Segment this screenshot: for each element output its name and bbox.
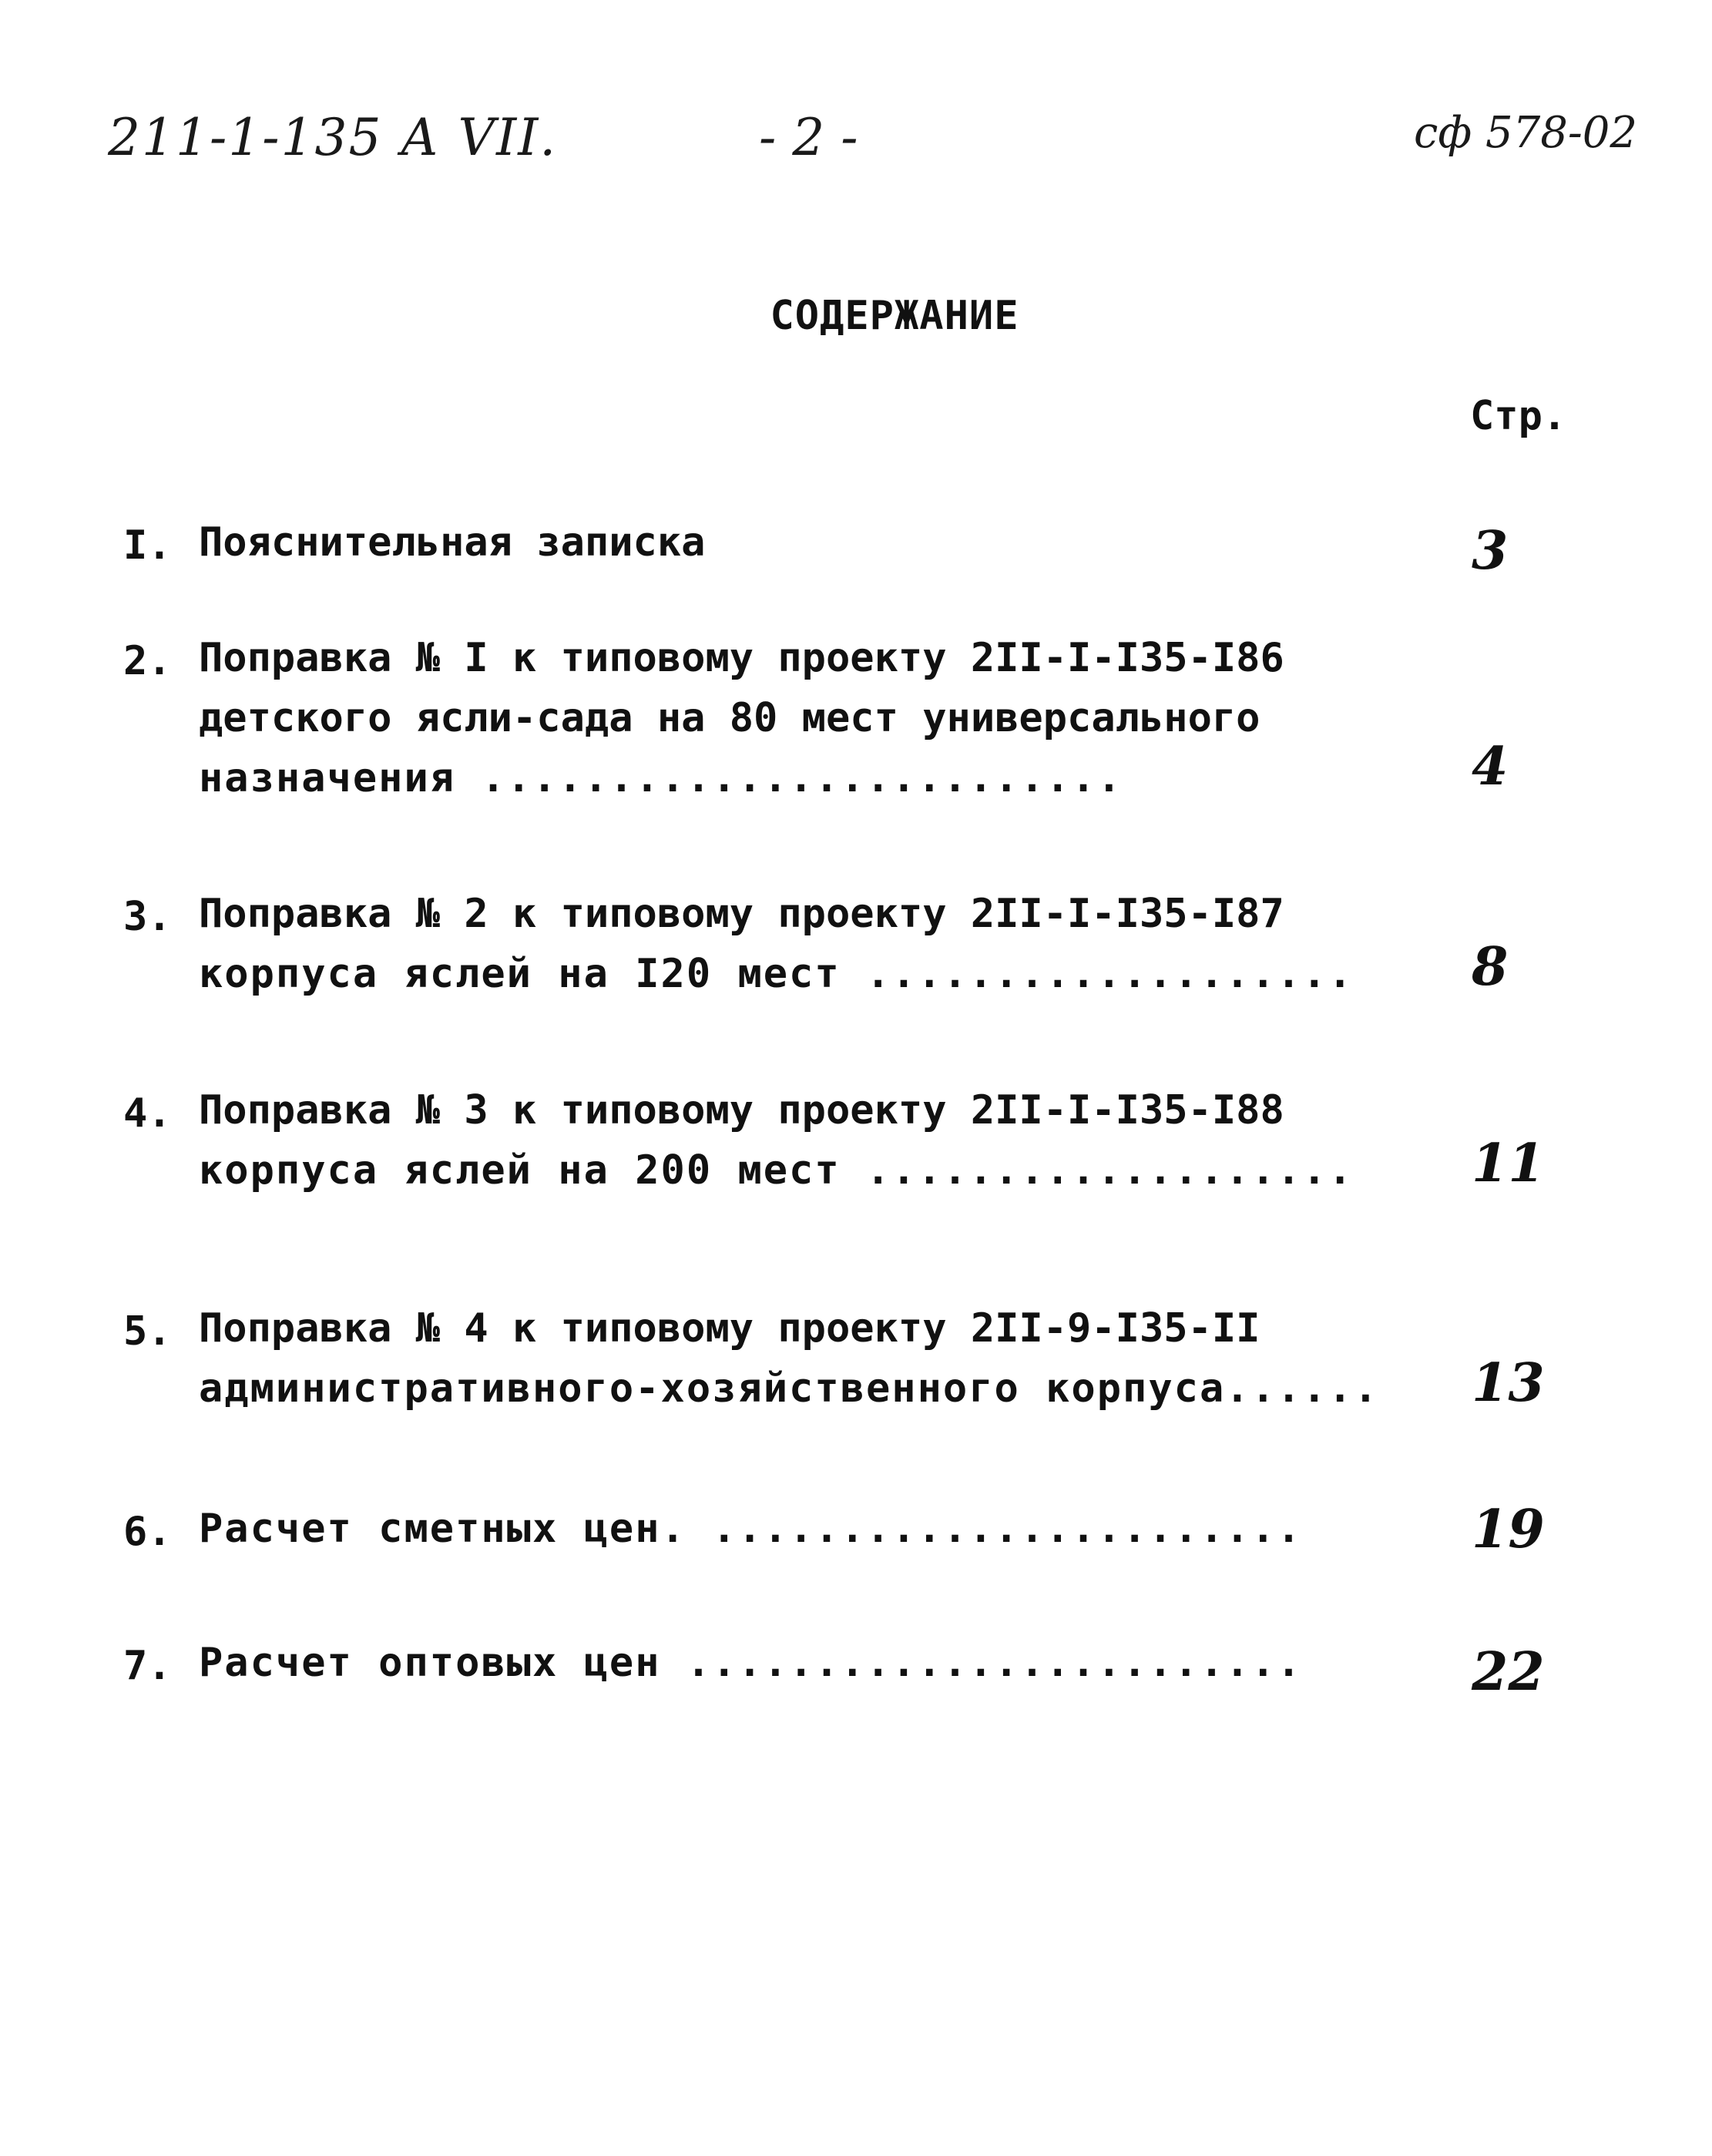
entry-number: 4. bbox=[123, 1090, 172, 1137]
entry-text: Расчет сметных цен. ....................... bbox=[199, 1506, 1303, 1552]
toc-title: СОДЕРЖАНИЕ bbox=[770, 293, 1019, 339]
entry-number: 3. bbox=[123, 894, 172, 940]
entry-text: Расчет оптовых цен ........................ bbox=[199, 1640, 1303, 1686]
entry-text: корпуса яслей на I20 мест ................... bbox=[199, 951, 1354, 997]
entry-text: Поправка № 3 к типовому проекту 2II-I-I35-I88 bbox=[199, 1087, 1284, 1133]
entry-number: 7. bbox=[123, 1643, 172, 1689]
entry-number: 6. bbox=[123, 1509, 172, 1555]
entry-page: 13 bbox=[1472, 1352, 1545, 1414]
entry-number: I. bbox=[123, 522, 172, 569]
entry-number: 5. bbox=[123, 1308, 172, 1355]
archive-stamp: сф 578-02 bbox=[1414, 108, 1638, 158]
entry-page: 8 bbox=[1472, 936, 1509, 998]
entry-number: 2. bbox=[123, 638, 172, 684]
page-column-heading: Стр. bbox=[1470, 393, 1567, 439]
entry-text: Поправка № 2 к типовому проекту 2II-I-I35-I87 bbox=[199, 891, 1284, 937]
entry-text: корпуса яслей на 200 мест ................... bbox=[199, 1147, 1354, 1194]
entry-page: 11 bbox=[1472, 1133, 1545, 1194]
entry-text: назначения ......................... bbox=[199, 755, 1123, 801]
entry-text: детского ясли-сада на 80 мест универсального bbox=[199, 695, 1261, 741]
entry-text: Поправка № 4 к типовому проекту 2II-9-I35-II bbox=[199, 1305, 1261, 1352]
entry-page: 19 bbox=[1472, 1499, 1545, 1560]
entry-page: 3 bbox=[1472, 520, 1509, 582]
document-code: 211-1-135 А VII. bbox=[108, 108, 558, 167]
entry-text: Пояснительная записка bbox=[199, 519, 706, 566]
entry-text: административного-хозяйственного корпуса...... bbox=[199, 1365, 1380, 1412]
entry-page: 4 bbox=[1472, 736, 1509, 798]
entry-text: Поправка № I к типовому проекту 2II-I-I35-I86 bbox=[199, 635, 1284, 681]
page-number: - 2 - bbox=[759, 108, 858, 167]
entry-page: 22 bbox=[1472, 1641, 1545, 1703]
